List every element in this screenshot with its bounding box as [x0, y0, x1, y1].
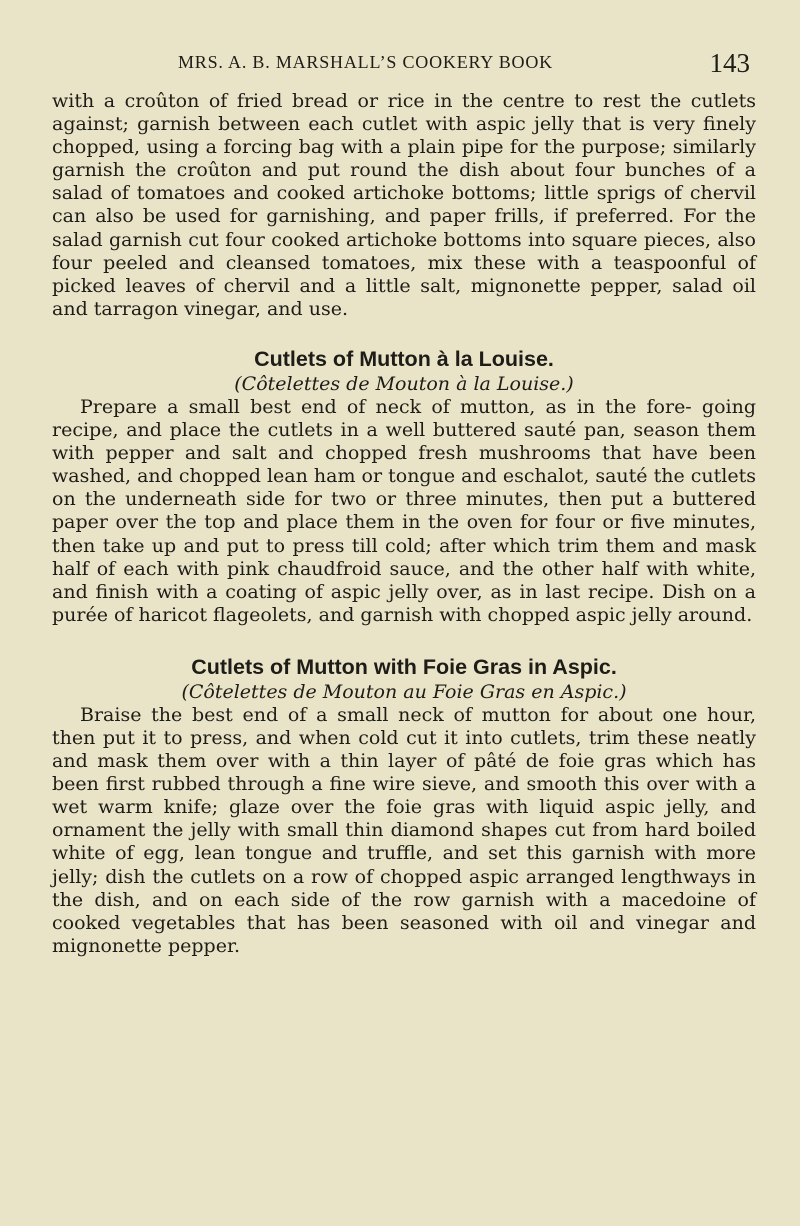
recipe-title: Cutlets of Mutton à la Louise. — [254, 346, 554, 371]
recipe-french-title: (Côtelettes de Mouton à la Louise.) — [234, 372, 574, 395]
continued-paragraph: with a croûton of fried bread or rice in the centre to rest the cutlets against; garnish between each cutlet with aspic jelly that is very finely chopped, using a forcing bag with a plain pipe for the purpose; similarly garnish the croûton and put round the dish about four bunches of a salad of tomatoes and cooked artichoke bottoms; little sprigs of chervil can also be used for garnishing, and paper frills, if preferred. For the salad garnish cut four cooked artichoke bottoms into square pieces, also four peeled and cleansed tomatoes, mix these with a teaspoonful of picked leaves of chervil and a little salt, mignonette pepper, salad oil and tarragon vinegar, and use. — [52, 90, 756, 320]
book-page — [52, 44, 756, 958]
running-header — [52, 44, 756, 90]
recipe-body: Prepare a small best end of neck of mutton, as in the fore- going recipe, and place the cutlets in a well buttered sauté pan, season them with pepper and salt and chopped fresh mushrooms that have been washed, and chopped lean ham or tongue and eschalot, sauté the cutlets on the underneath side for two or three minutes, then put a buttered paper over the top and place them in the oven for four or five minutes, then take up and put to press till cold; after which trim them and mask half of each with pink chaudfroid sauce, and the other half with white, and finish with a coating of aspic jelly over, as in last recipe. Dish on a purée of haricot flageolets, and garnish with chopped aspic jelly around. — [52, 395, 756, 626]
recipe-title: Cutlets of Mutton with Foie Gras in Aspic. — [191, 654, 617, 679]
page-number: 143 — [709, 48, 750, 78]
recipe-louise — [52, 346, 756, 627]
recipe-foie-gras — [52, 654, 756, 958]
running-title: MRS. A. B. MARSHALL’S COOKERY BOOK — [178, 52, 553, 72]
recipe-french-title: (Côtelettes de Mouton au Foie Gras en Aspic.) — [181, 680, 627, 703]
recipe-body: Braise the best end of a small neck of mutton for about one hour, then put it to press, and when cold cut it into cutlets, trim these neatly and mask them over with a thin layer of pâté de foie gras which has been first rubbed through a fine wire sieve, and smooth this over with a wet warm knife; glaze over the foie gras with liquid aspic jelly, and ornament the jelly with small thin diamond shapes cut from hard boiled white of egg, lean tongue and truffle, and set this garnish with more jelly; dish the cutlets on a row of chopped aspic arranged lengthways in the dish, and on each side of the row garnish with a macedoine of cooked vegetables that has been seasoned with oil and vinegar and mignonette pepper. — [52, 703, 756, 957]
